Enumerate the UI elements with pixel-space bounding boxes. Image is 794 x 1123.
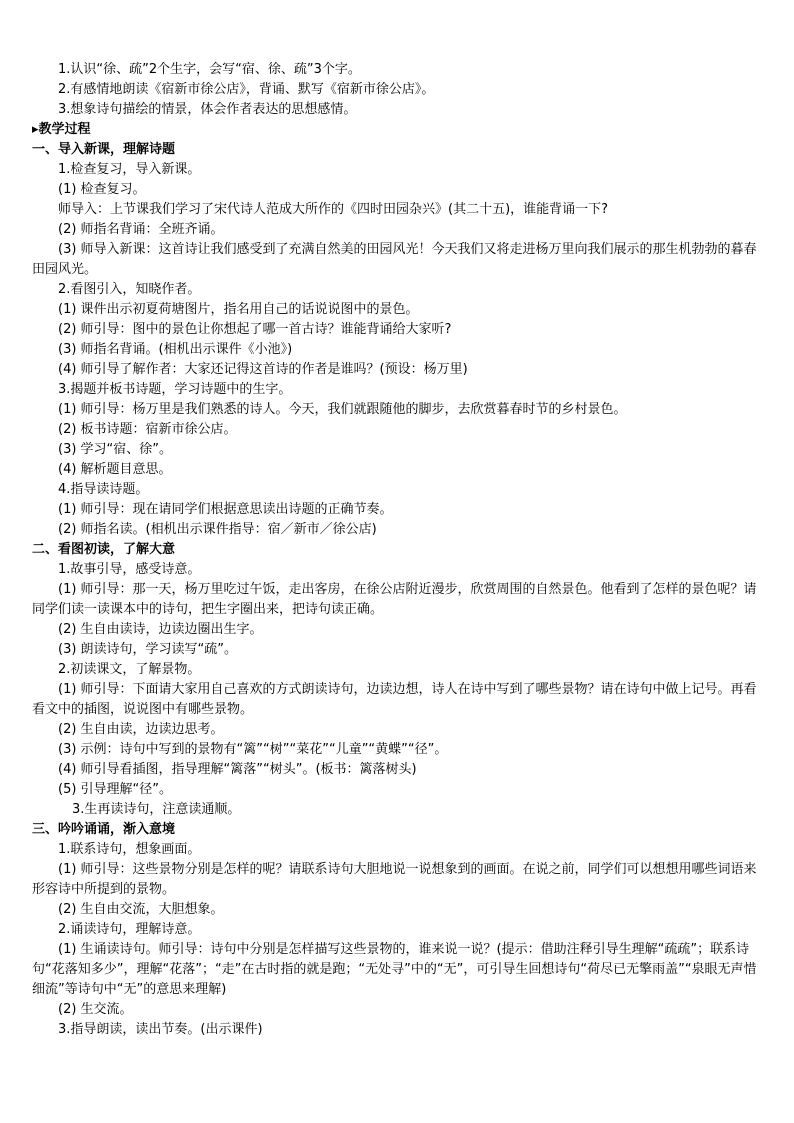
text-line: 2.初读课文，了解景物。 <box>58 662 201 677</box>
text-line: (2) 生交流。 <box>58 1002 133 1017</box>
text-line: (4) 师引导了解作者：大家还记得这首诗的作者是谁吗？(预设：杨万里) <box>58 362 468 377</box>
text-line: (4) 解析题目意思。 <box>58 462 172 477</box>
text-line: 3.生再读诗句，注意读通顺。 <box>72 802 241 817</box>
text-line: (2) 生自由读诗，边读边圈出生字。 <box>58 622 263 637</box>
text-line: 1.检查复习，导入新课。 <box>58 162 201 177</box>
text-line: (1) 师引导：现在请同学们根据意思读出诗题的正确节奏。 <box>58 502 393 517</box>
text-line: (1) 师引导：那一天，杨万里吃过午饭，走出客房，在徐公店附近漫步，欣赏周围的自然景色。他看到了怎样的景色呢？请同学们读一读课本中的诗句，把生字圈出来，把诗句读正确。 <box>32 582 757 617</box>
section-heading: 一、导入新课，理解诗题 <box>32 142 176 157</box>
lesson-plan-document <box>32 60 768 1040</box>
text-line: 3.指导朗读，读出节奏。(出示课件) <box>58 1022 263 1037</box>
text-line: 2.有感情地朗读《宿新市徐公店》，背诵、默写《宿新市徐公店》。 <box>58 82 435 97</box>
text-line: (3) 师指名背诵。(相机出示课件《小池》) <box>58 342 293 357</box>
text-line: (2) 生自由读，边读边思考。 <box>58 722 224 737</box>
text-line: (3) 学习“宿、徐”。 <box>58 442 173 457</box>
text-line: (1) 检查复习。 <box>58 182 146 197</box>
text-line: (2) 师引导：图中的景色让你想起了哪一首古诗？谁能背诵给大家听? <box>58 322 452 337</box>
text-line: 4.指导读诗题。 <box>58 482 149 497</box>
text-line: (2) 师指名背诵：全班齐诵。 <box>58 222 224 237</box>
text-line: (3) 示例：诗句中写到的景物有“篱”“树”“菜花”“儿童”“黄蝶”“径”。 <box>58 742 448 757</box>
text-line: 1.认识“徐、疏”2个生字，会写“宿、徐、疏”3个字。 <box>58 62 361 77</box>
text-line: (1) 师引导：下面请大家用自己喜欢的方式朗读诗句，边读边想，诗人在诗中写到了哪些景物？请在诗句中做上记号。再看看文中的插图，说说图中有哪些景物。 <box>32 682 757 717</box>
text-line: 3.想象诗句描绘的情景，体会作者表达的思想感情。 <box>58 102 357 117</box>
text-line: (5) 引导理解“径”。 <box>58 782 173 797</box>
section-heading: 三、吟吟诵诵，渐入意境 <box>32 822 176 837</box>
section-heading: 二、看图初读，了解大意 <box>32 542 176 557</box>
section-heading: ▸教学过程 <box>32 122 91 137</box>
text-line: (2) 生自由交流，大胆想象。 <box>58 902 224 917</box>
text-line: (2) 师指名读。(相机出示课件指导：宿／新市／徐公店) <box>58 522 377 537</box>
text-line: (1) 课件出示初夏荷塘图片，指名用自己的话说说图中的景色。 <box>58 302 419 317</box>
text-line: (2) 板书诗题：宿新市徐公店。 <box>58 422 237 437</box>
text-line: (1) 生诵读诗句。师引导：诗句中分别是怎样描写这些景物的，谁来说一说？(提示：借助注释引导生理解“疏疏”；联系诗句“花落知多少”，理解“花落”；“走”在古时指的就是跑；“无处寻”中的“无”，可引导生回想诗句“荷尽已无擎雨盖”“泉眼无声惜细流”等诗句中“无”的意思来理解) <box>32 942 757 997</box>
text-line: (1) 师引导：杨万里是我们熟悉的诗人。今天，我们就跟随他的脚步，去欣赏暮春时节的乡村景色。 <box>58 402 627 417</box>
text-line: (4) 师引导看插图，指导理解“篱落”“树头”。(板书：篱落树头) <box>58 762 417 777</box>
text-line: (1) 师引导：这些景物分别是怎样的呢？请联系诗句大胆地说一说想象到的画面。在说之前，同学们可以想想用哪些词语来形容诗中所提到的景物。 <box>32 862 757 897</box>
text-line: (3) 朗读诗句，学习读写“疏”。 <box>58 642 238 657</box>
text-line: 2.诵读诗句，理解诗意。 <box>58 922 201 937</box>
text-line: 1.故事引导，感受诗意。 <box>58 562 201 577</box>
text-line: (3) 师导入新课：这首诗让我们感受到了充满自然美的田园风光！今天我们又将走进杨万里向我们展示的那生机勃勃的暮春田园风光。 <box>32 242 757 277</box>
text-line: 师导入：上节课我们学习了宋代诗人范成大所作的《四时田园杂兴》(其二十五)，谁能背诵一下? <box>58 202 609 217</box>
text-line: 2.看图引入，知晓作者。 <box>58 282 201 297</box>
text-line: 1.联系诗句，想象画面。 <box>58 842 201 857</box>
text-line: 3.揭题并板书诗题，学习诗题中的生字。 <box>58 382 292 397</box>
